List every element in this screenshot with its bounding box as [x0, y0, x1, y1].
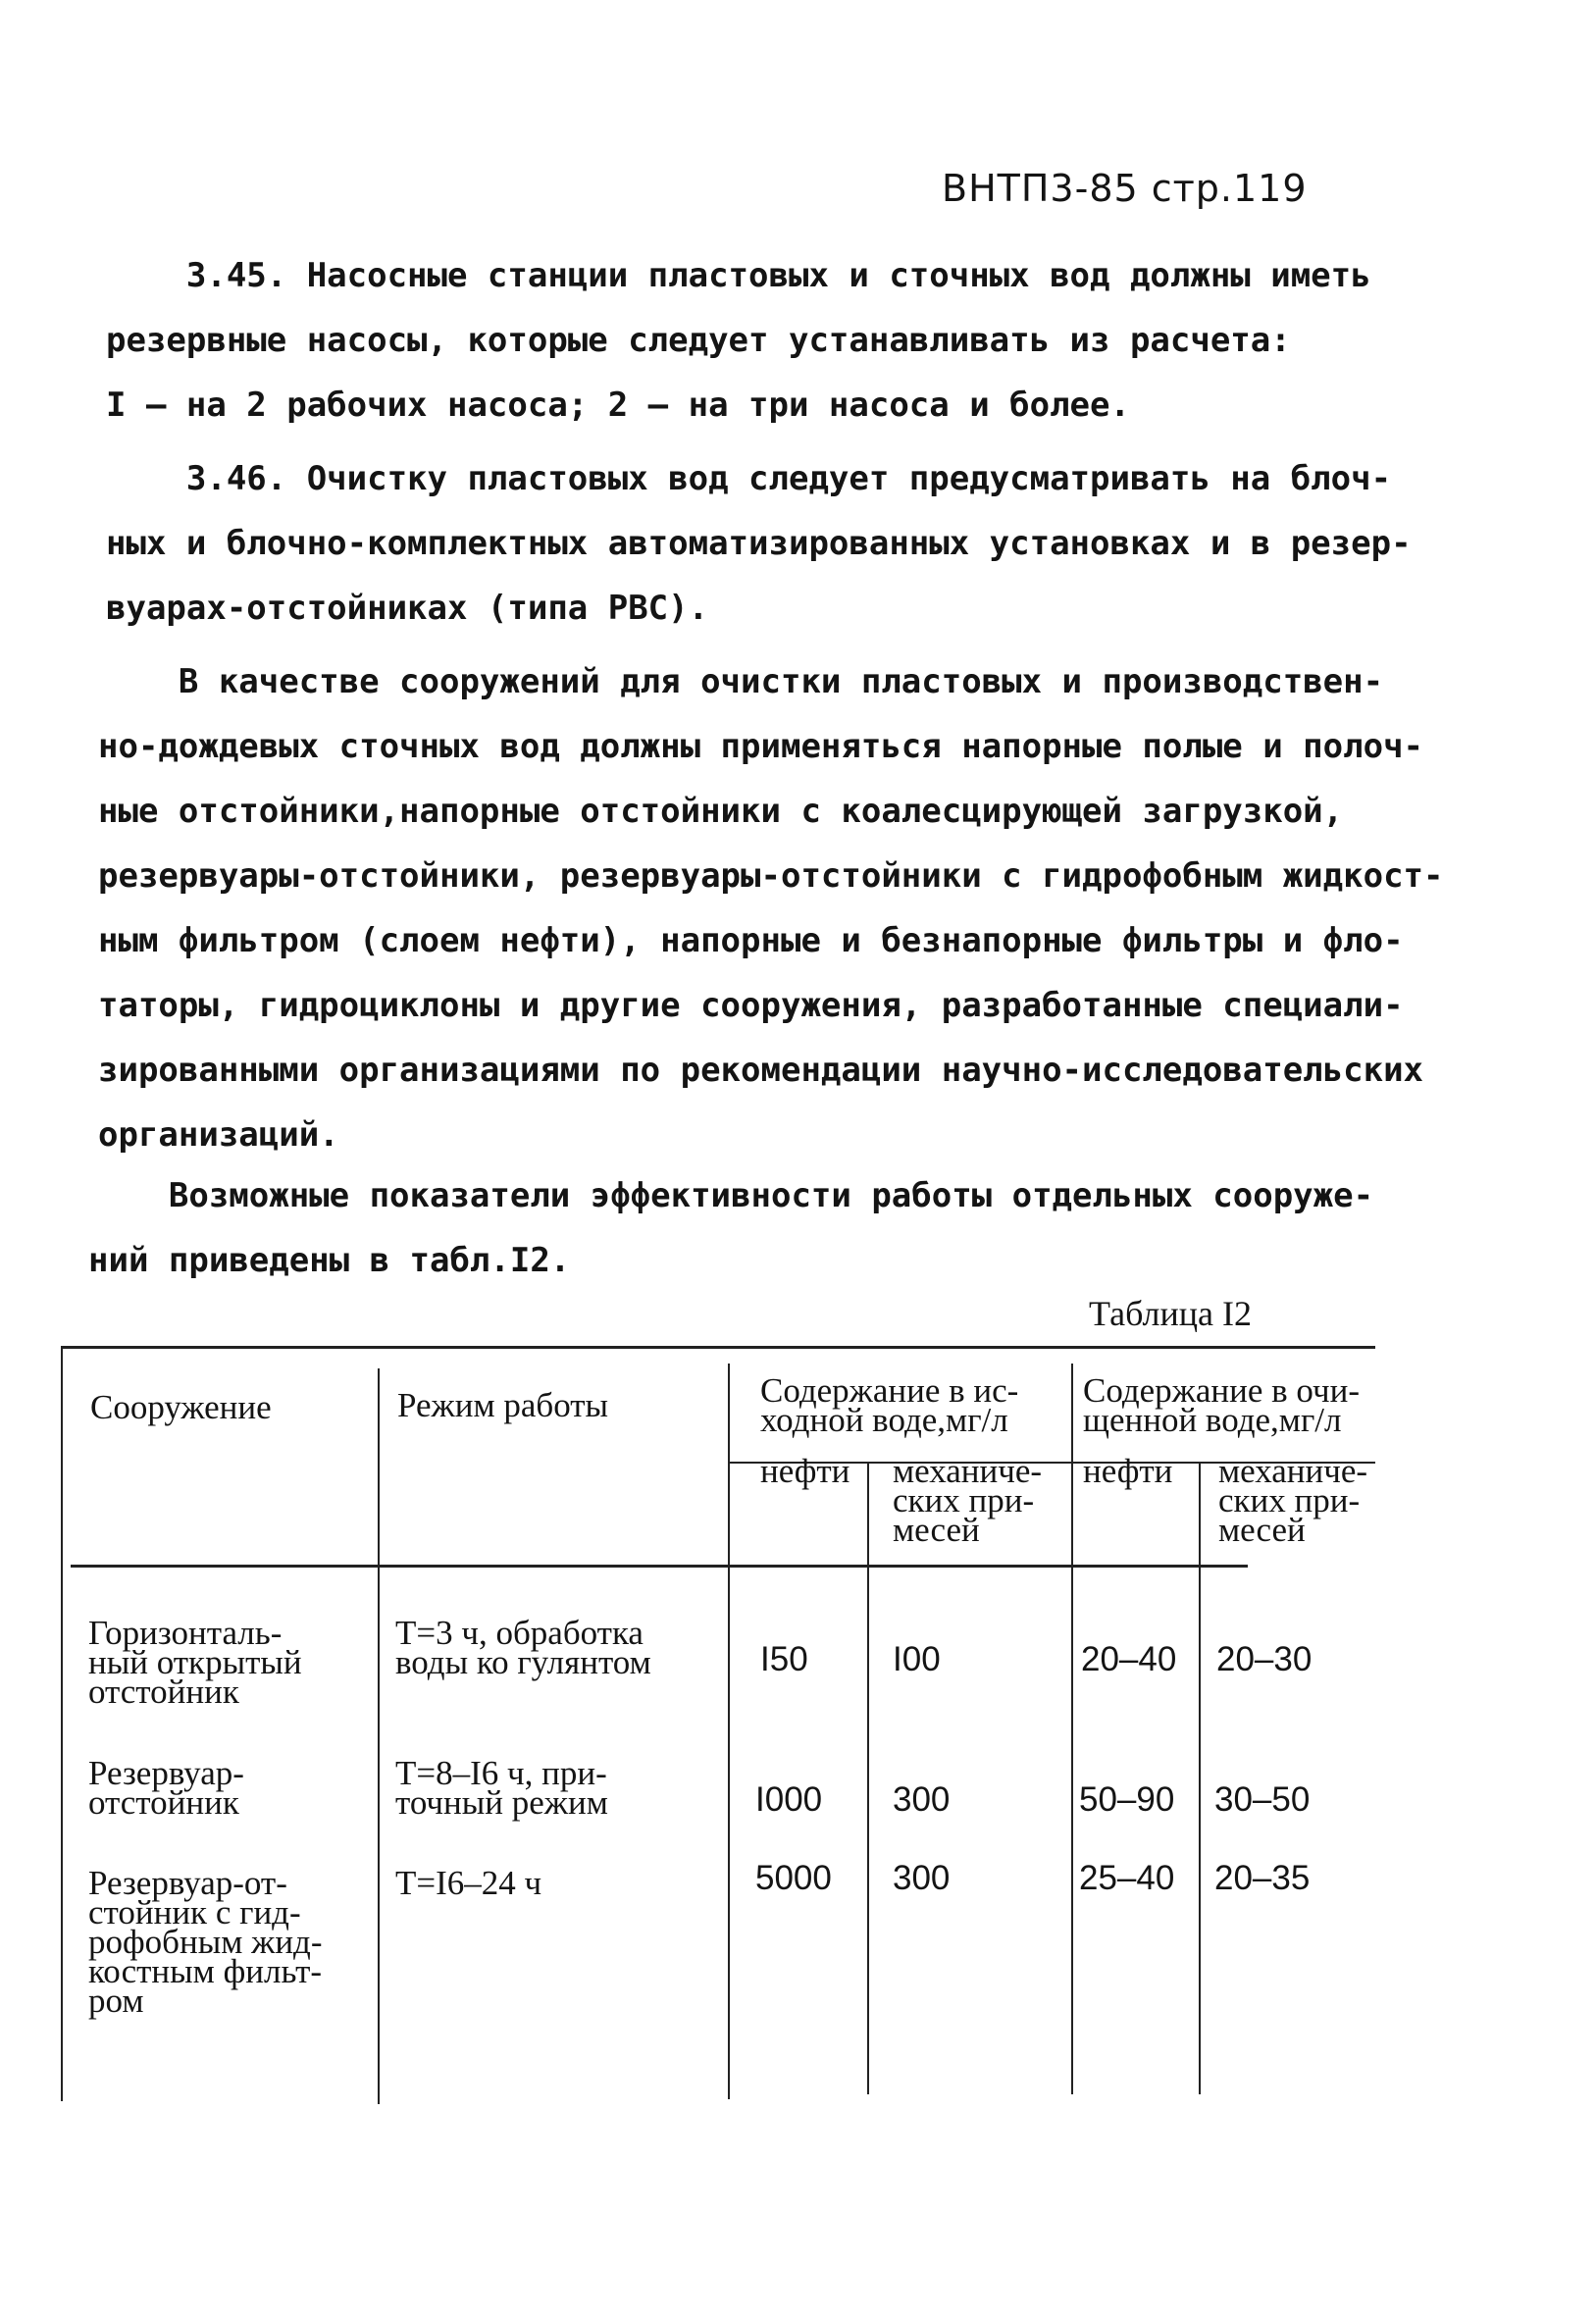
header-source-oil: нефти [760, 1452, 850, 1490]
table-row-2-treated-mech: 30–50 [1214, 1780, 1311, 1819]
table-col-divider-4 [1071, 1364, 1073, 2094]
table-row-2-mode: Т=8–I6 ч, при- точный режим [395, 1754, 608, 1822]
table-row-1-source-oil: I50 [760, 1640, 808, 1678]
header-treated-mech: механиче- ских при- месей [1218, 1452, 1368, 1549]
table-col-divider-3 [867, 1462, 869, 2094]
table-row-1-structure: Горизонталь- ный открытый отстойник [88, 1614, 302, 1711]
header-mode: Режим работы [397, 1386, 609, 1424]
paragraph-indicators: Возможные показатели эффективности работы отдельных сооруже- ний приведены в табл.I2. [88, 1176, 1374, 1280]
table-col-divider-1 [378, 1368, 380, 2104]
table-caption: Таблица I2 [1089, 1294, 1252, 1333]
table-row-2-source-oil: I000 [755, 1780, 823, 1819]
table-row-1-mode: Т=3 ч, обработка воды ко гулянтом [395, 1614, 651, 1681]
table-col-divider-2 [728, 1364, 730, 2099]
table-top-border [61, 1346, 1375, 1349]
table-row-2-source-mech: 300 [893, 1780, 951, 1819]
table-row-3-structure: Резервуар-от- стойник с гид- рофобным жид- костным фильт- ром [88, 1864, 323, 2020]
table-row-2-treated-oil: 50–90 [1079, 1780, 1175, 1819]
table-row-3-treated-mech: 20–35 [1214, 1859, 1311, 1897]
table-row-3-source-mech: 300 [893, 1859, 951, 1897]
table-row-1-treated-oil: 20–40 [1081, 1640, 1177, 1678]
header-source-water: Содержание в ис- ходной воде,мг/л [760, 1371, 1019, 1439]
table-row-2-structure: Резервуар- отстойник [88, 1754, 244, 1822]
table-row-3-treated-oil: 25–40 [1079, 1859, 1175, 1897]
paragraph-3-46: 3.46. Очистку пластовых вод следует предусматривать на блоч- ных и блочно-комплектных автоматизированных установках и в резер- вуарах-отстойниках (типа РВС). [106, 459, 1412, 628]
paragraph-3-45: 3.45. Насосные станции пластовых и сточных вод должны иметь резервные насосы, которые следует устанавливать из расчета: I – на 2 рабочих насоса; 2 – на три насоса и более. [106, 256, 1371, 425]
header-treated-oil: нефти [1083, 1452, 1173, 1490]
table-left-border [61, 1346, 63, 2101]
page-header: ВНТП3-85 стр.119 [942, 167, 1308, 210]
table-row-1-treated-mech: 20–30 [1216, 1640, 1313, 1678]
header-structure: Сооружение [90, 1388, 272, 1426]
table-row-3-source-oil: 5000 [755, 1859, 832, 1897]
header-treated-water: Содержание в очи- щенной воде,мг/л [1083, 1371, 1360, 1439]
table-row-3-mode: Т=I6–24 ч [395, 1864, 542, 1902]
table-col-divider-5 [1199, 1462, 1201, 2094]
paragraph-structures: В качестве сооружений для очистки пластовых и производствен- но-дождевых сточных вод должны применяться напорные полые и полоч- ные отстойники,напорные отстойники с коалесцирующей загрузкой, резервуары-отстойники, резервуары-отстойники с гидрофобным жидкост- ным фильтром (слоем нефти), напорные и безнапорные фильтры и фло- таторы, гидроциклоны и другие сооружения, разработанные специали- зированными организациями по рекомендации научно-исследовательских организаций. [98, 662, 1444, 1155]
table-row-1-source-mech: I00 [893, 1640, 941, 1678]
header-source-mech: механиче- ских при- месей [893, 1452, 1043, 1549]
